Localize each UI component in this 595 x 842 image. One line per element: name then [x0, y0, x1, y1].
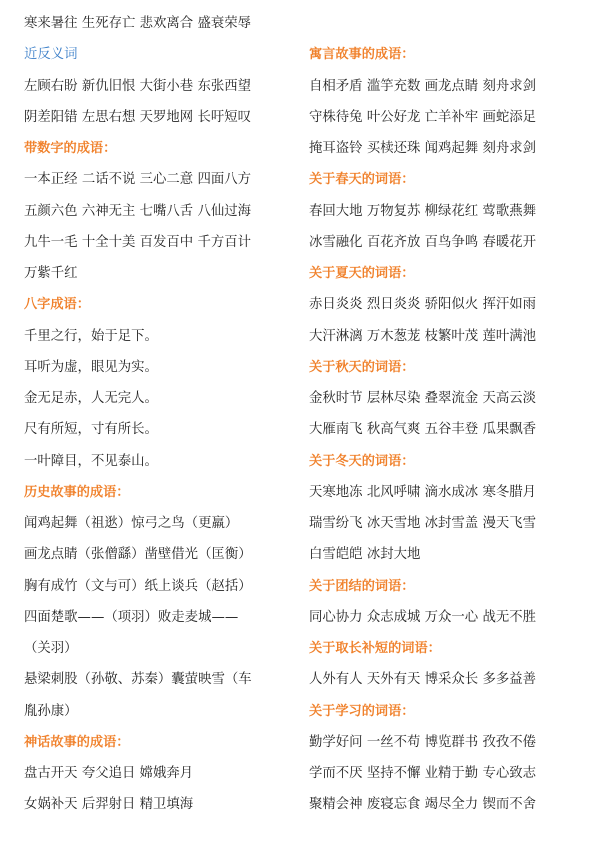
text-line: 五颜六色 六神无主 七嘴八舌 八仙过海 — [24, 204, 252, 219]
text-line: 九牛一毛 十全十美 百发百中 千方百计 — [24, 235, 252, 250]
section-heading: 寓言故事的成语： — [309, 47, 415, 62]
section-heading: 关于春天的词语： — [309, 172, 415, 187]
text-line: 女娲补天 后羿射日 精卫填海 — [24, 797, 194, 812]
section-heading: 近反义词 — [24, 47, 78, 62]
section-heading: 关于冬天的词语： — [309, 454, 415, 469]
text-line: 春回大地 万物复苏 柳绿花红 莺歌燕舞 — [309, 204, 537, 219]
text-line: 一叶障目，不见泰山。 — [24, 454, 158, 469]
text-line: 大雁南飞 秋高气爽 五谷丰登 瓜果飘香 — [309, 422, 537, 437]
text-line: 同心协力 众志成城 万众一心 战无不胜 — [309, 610, 537, 625]
section-heading: 关于团结的词语： — [309, 579, 415, 594]
text-line: 尺有所短，寸有所长。 — [24, 422, 158, 437]
section-heading: 八字成语： — [24, 297, 90, 312]
text-line: 白雪皑皑 冰封大地 — [309, 547, 421, 562]
text-line: 守株待兔 叶公好龙 亡羊补牢 画蛇添足 — [309, 110, 537, 125]
section-heading: 带数字的成语： — [24, 141, 117, 156]
text-line: 天寒地冻 北风呼啸 滴水成冰 寒冬腊月 — [309, 485, 537, 500]
text-line: 千里之行，始于足下。 — [24, 329, 158, 344]
text-line: 瑞雪纷飞 冰天雪地 冰封雪盖 漫天飞雪 — [309, 516, 537, 531]
text-line: （关羽） — [24, 641, 78, 656]
text-line: 四面楚歌——（项羽）败走麦城—— — [24, 610, 239, 625]
text-line: 赤日炎炎 烈日炎炎 骄阳似火 挥汗如雨 — [309, 297, 537, 312]
text-line: 左顾右盼 新仇旧恨 大街小巷 东张西望 — [24, 79, 252, 94]
section-heading: 关于夏天的词语： — [309, 266, 415, 281]
text-line: 学而不厌 坚持不懈 业精于勤 专心致志 — [309, 766, 537, 781]
section-heading: 关于学习的词语： — [309, 704, 415, 719]
text-line: 闻鸡起舞（祖逖）惊弓之鸟（更羸） — [24, 516, 239, 531]
text-line: 自相矛盾 滥竽充数 画龙点睛 刻舟求剑 — [309, 79, 537, 94]
text-line: 聚精会神 废寝忘食 竭尽全力 锲而不舍 — [309, 797, 537, 812]
text-line: 耳听为虚，眼见为实。 — [24, 360, 158, 375]
text-line: 金无足赤，人无完人。 — [24, 391, 158, 406]
section-heading: 关于取长补短的词语： — [309, 641, 441, 656]
text-line: 寒来暑往 生死存亡 悲欢离合 盛衰荣辱 — [24, 16, 252, 31]
section-heading: 历史故事的成语： — [24, 485, 130, 500]
text-line: 悬梁刺股（孙敬、苏秦）囊萤映雪（车 — [24, 672, 252, 687]
text-line: 一本正经 二话不说 三心二意 四面八方 — [24, 172, 252, 187]
text-line: 勤学好问 一丝不苟 博览群书 孜孜不倦 — [309, 735, 537, 750]
section-heading: 神话故事的成语： — [24, 735, 130, 750]
text-line: 阴差阳错 左思右想 天罗地网 长吁短叹 — [24, 110, 252, 125]
text-line: 冰雪融化 百花齐放 百鸟争鸣 春暖花开 — [309, 235, 537, 250]
text-line: 胸有成竹（文与可）纸上谈兵（赵括） — [24, 579, 252, 594]
text-line: 金秋时节 层林尽染 叠翠流金 天高云淡 — [309, 391, 537, 406]
text-line: 大汗淋漓 万木葱茏 枝繁叶茂 莲叶满池 — [309, 329, 537, 344]
text-line: 胤孙康） — [24, 704, 78, 719]
section-heading: 关于秋天的词语： — [309, 360, 415, 375]
text-line: 人外有人 天外有天 博采众长 多多益善 — [309, 672, 537, 687]
text-line: 盘古开天 夸父追日 嫦娥奔月 — [24, 766, 194, 781]
text-line: 掩耳盗铃 买椟还珠 闻鸡起舞 刻舟求剑 — [309, 141, 537, 156]
text-line: 画龙点睛（张僧繇）凿壁借光（匡衡） — [24, 547, 252, 562]
text-line: 万紫千红 — [24, 266, 78, 281]
